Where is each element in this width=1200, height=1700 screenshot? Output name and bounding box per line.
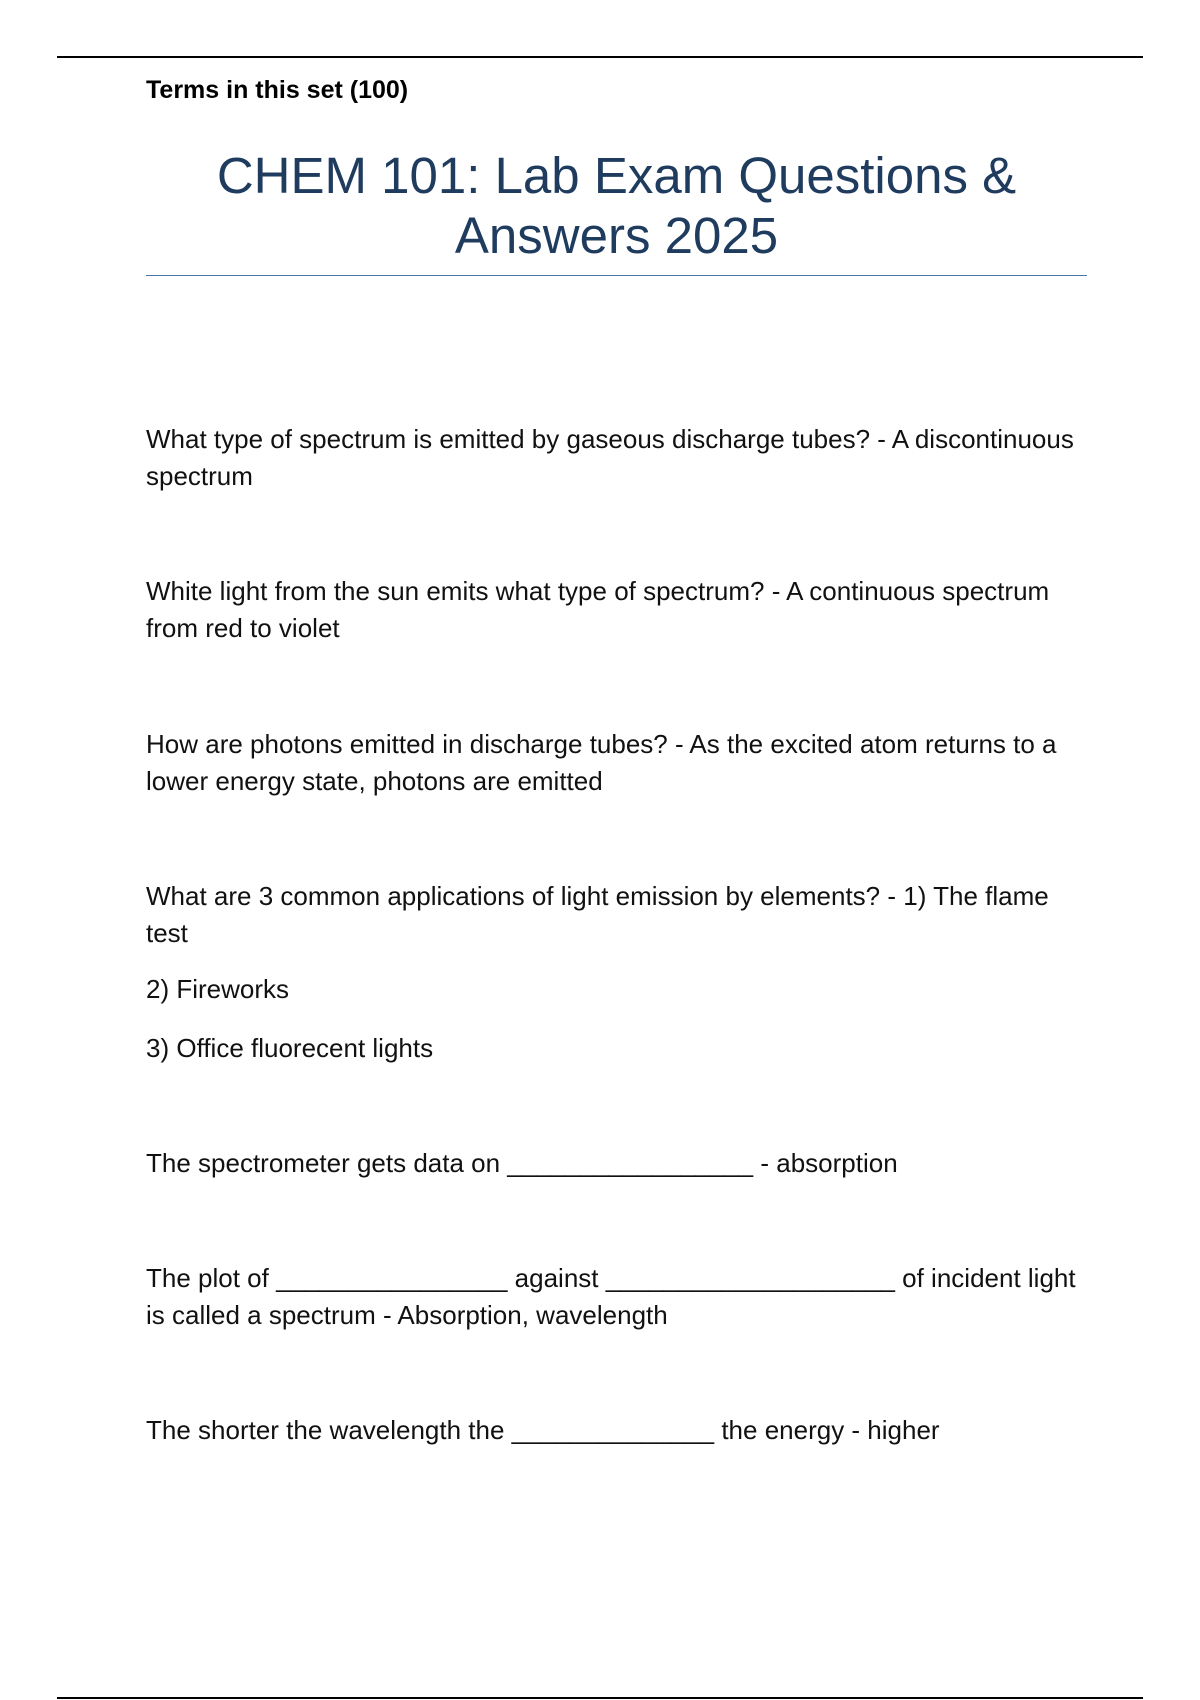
qa-item-2: White light from the sun emits what type of spectrum? - A continuous spectrum from red to violet (146, 576, 1050, 643)
bottom-rule (57, 1697, 1143, 1699)
terms-set-heading: Terms in this set (100) (146, 76, 409, 104)
qa-item-4-list-2: 3) Office fluorecent lights (146, 1033, 434, 1063)
qa-item-1: What type of spectrum is emitted by gaseous discharge tubes? - A discontinuous spectrum (146, 424, 1074, 491)
qa-item-4: What are 3 common applications of light emission by elements? - 1) The flame test (146, 881, 1049, 948)
qa-item-4-list-1: 2) Fireworks (146, 974, 290, 1004)
title-underline (146, 275, 1087, 276)
qa-item-5: The spectrometer gets data on _________________ - absorption (146, 1148, 898, 1178)
top-rule (57, 56, 1143, 58)
qa-item-3: How are photons emitted in discharge tubes? - As the excited atom returns to a lower energy state, photons are emitted (146, 729, 1057, 796)
qa-item-6: The plot of ________________ against ____________________ of incident light is called a spectrum - Absorption, wavelength (146, 1263, 1076, 1330)
document-title: CHEM 101: Lab Exam Questions & Answers 2025 (216, 147, 1017, 264)
qa-item-7: The shorter the wavelength the ______________ the energy - higher (146, 1415, 940, 1445)
